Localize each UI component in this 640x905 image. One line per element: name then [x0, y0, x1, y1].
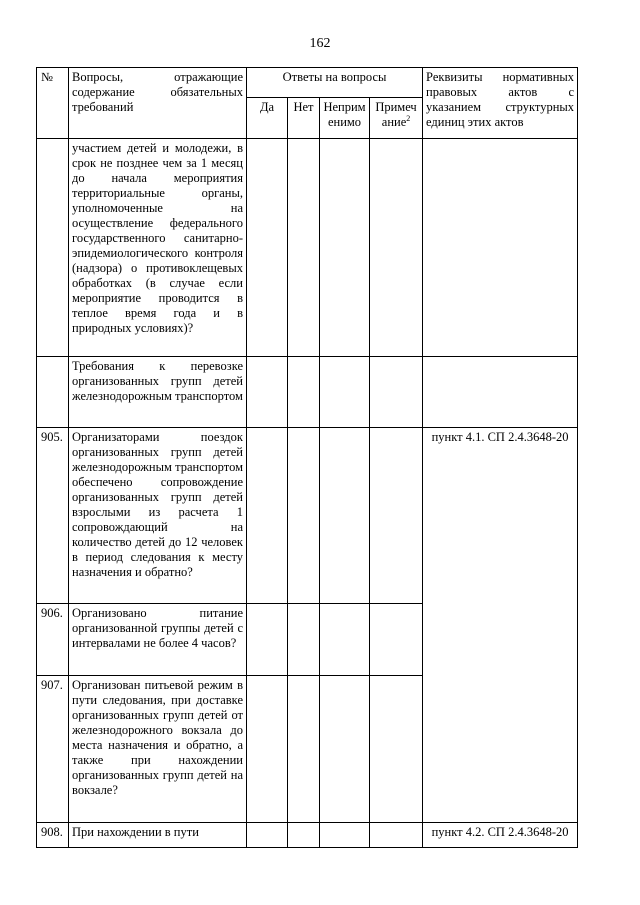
- row-question: Требования к перевозке организованных групп детей железнодорожным транспортом: [69, 357, 247, 428]
- cell-yes: [247, 357, 288, 428]
- header-question: Вопросы, отражающие содержание обязательных требований: [69, 68, 247, 139]
- table-row: [37, 823, 578, 848]
- cell-no: [288, 428, 320, 604]
- header-answers: Ответы на вопросы: [247, 68, 423, 98]
- cell-not-applicable: [320, 604, 370, 676]
- row-requisites: [423, 139, 578, 357]
- page-number: 162: [309, 36, 331, 51]
- table-row: [37, 139, 578, 357]
- cell-note: [370, 428, 423, 604]
- cell-note: [370, 139, 423, 357]
- row-number: 908.: [37, 823, 69, 848]
- row-number: 906.: [37, 604, 69, 676]
- cell-no: [288, 357, 320, 428]
- cell-no: [288, 604, 320, 676]
- cell-note: [370, 357, 423, 428]
- header-not-applicable: Неприм енимо: [320, 98, 370, 139]
- cell-yes: [247, 823, 288, 848]
- cell-yes: [247, 604, 288, 676]
- cell-no: [288, 676, 320, 823]
- row-question: При нахождении в пути: [69, 823, 247, 848]
- row-requisites: пункт 4.2. СП 2.4.3648-20: [423, 823, 578, 848]
- table-row: [37, 428, 578, 604]
- row-number: 907.: [37, 676, 69, 823]
- header-number: №: [37, 68, 69, 139]
- cell-not-applicable: [320, 428, 370, 604]
- cell-yes: [247, 428, 288, 604]
- header-note-footnote: 2: [406, 113, 411, 123]
- table-row: [37, 357, 578, 428]
- row-requisites: [423, 357, 578, 428]
- header-no: Нет: [288, 98, 320, 139]
- cell-not-applicable: [320, 823, 370, 848]
- header-note: [370, 98, 423, 139]
- requirements-table: [36, 67, 578, 848]
- cell-no: [288, 823, 320, 848]
- header-note-text: Примеч ание: [375, 100, 417, 129]
- header-yes: Да: [247, 98, 288, 139]
- row-number: [37, 139, 69, 357]
- row-number: [37, 357, 69, 428]
- cell-not-applicable: [320, 139, 370, 357]
- cell-note: [370, 823, 423, 848]
- row-requisites: пункт 4.1. СП 2.4.3648-20: [423, 428, 578, 823]
- cell-not-applicable: [320, 676, 370, 823]
- row-question: участием детей и молодежи, в срок не позднее чем за 1 месяц до начала мероприятия территориальные органы, уполномоченные на осуществление федерального государственного санитарно-эпидемиологического контроля (надзора) о противоклещевых обработках (в случае если мероприятие проводится в теплое время года и в природных условиях)?: [69, 139, 247, 357]
- cell-yes: [247, 676, 288, 823]
- cell-no: [288, 139, 320, 357]
- row-question: Организовано питание организованной группы детей с интервалами не более 4 часов?: [69, 604, 247, 676]
- row-number: 905.: [37, 428, 69, 604]
- cell-note: [370, 676, 423, 823]
- cell-not-applicable: [320, 357, 370, 428]
- header-requisites: Реквизиты нормативных правовых актов с указанием структурных единиц этих актов: [423, 68, 578, 139]
- cell-note: [370, 604, 423, 676]
- row-question: Организован питьевой режим в пути следования, при доставке организованных групп детей от железнодорожного вокзала до места назначения и обратно, а также при нахождении организованных групп детей на вокзале?: [69, 676, 247, 823]
- row-question: Организаторами поездок организованных групп детей железнодорожным транспортом обеспечено сопровождение организованных групп детей взрослыми из расчета 1 сопровождающий на количество детей до 12 человек в период следования к месту назначения и обратно?: [69, 428, 247, 604]
- cell-yes: [247, 139, 288, 357]
